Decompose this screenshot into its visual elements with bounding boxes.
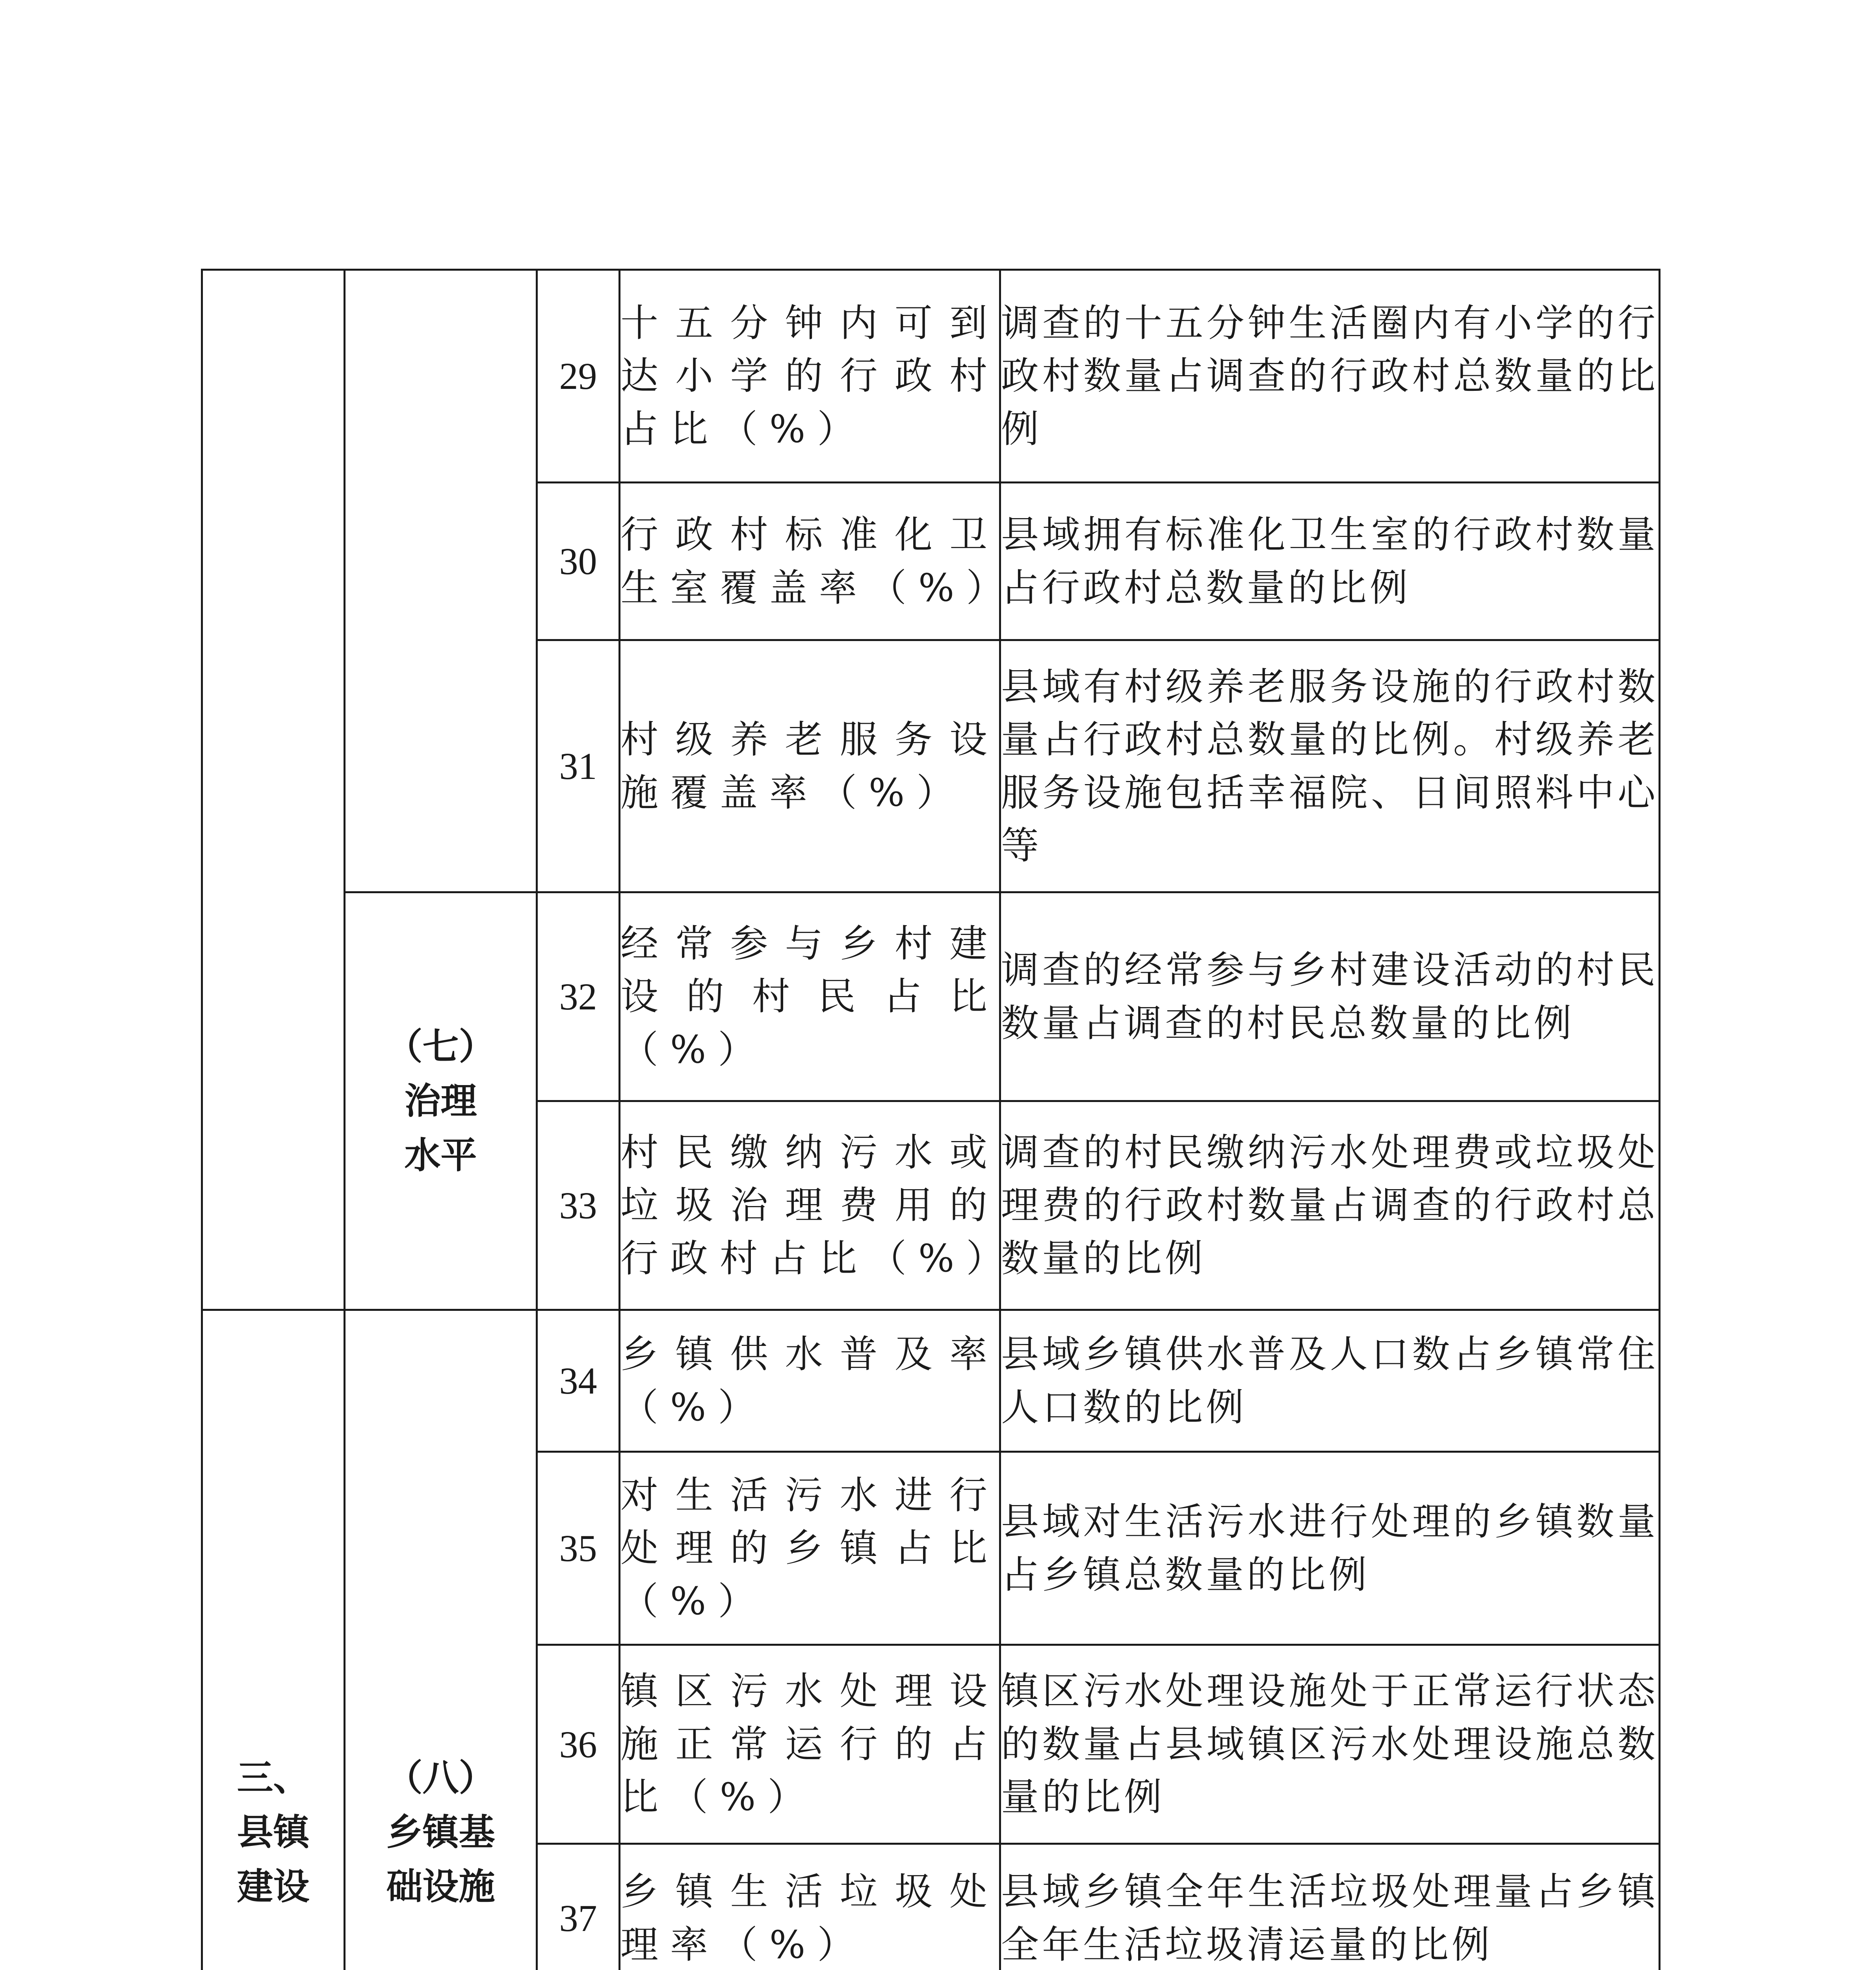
indicator-name: 行政村标准化卫生室覆盖率（%） xyxy=(620,483,1000,640)
indicator-definition: 镇区污水处理设施处于正常运行状态的数量占县域镇区污水处理设施总数量的比例 xyxy=(1000,1645,1660,1844)
category-cell xyxy=(202,270,345,1310)
row-number: 30 xyxy=(537,483,620,640)
indicator-name: 十五分钟内可到达小学的行政村占比（%） xyxy=(620,270,1000,483)
indicator-definition: 县域乡镇全年生活垃圾处理量占乡镇全年生活垃圾清运量的比例 xyxy=(1000,1844,1660,1970)
table-row xyxy=(202,270,1660,483)
subcategory-cell: （八） 乡镇基 础设施 xyxy=(345,1310,537,1970)
category-cell: 三、 县镇 建设 xyxy=(202,1310,345,1970)
row-number: 37 xyxy=(537,1844,620,1970)
indicator-definition: 县域对生活污水进行处理的乡镇数量占乡镇总数量的比例 xyxy=(1000,1452,1660,1645)
row-number: 34 xyxy=(537,1310,620,1452)
indicator-definition: 县域拥有标准化卫生室的行政村数量占行政村总数量的比例 xyxy=(1000,483,1660,640)
subcategory-cell xyxy=(345,270,537,892)
subcategory-cell: （七） 治理 水平 xyxy=(345,892,537,1310)
indicator-name: 乡镇生活垃圾处理率（%） xyxy=(620,1844,1000,1970)
indicator-table xyxy=(201,269,1661,1970)
indicator-name: 对生活污水进行处理的乡镇占比（%） xyxy=(620,1452,1000,1645)
row-number: 33 xyxy=(537,1101,620,1310)
indicator-name: 经常参与乡村建设的村民占比（%） xyxy=(620,892,1000,1101)
row-number: 29 xyxy=(537,270,620,483)
indicator-definition: 调查的十五分钟生活圈内有小学的行政村数量占调查的行政村总数量的比例 xyxy=(1000,270,1660,483)
row-number: 32 xyxy=(537,892,620,1101)
indicator-name: 村民缴纳污水或垃圾治理费用的行政村占比（%） xyxy=(620,1101,1000,1310)
row-number: 36 xyxy=(537,1645,620,1844)
row-number: 31 xyxy=(537,640,620,892)
table-row xyxy=(202,892,1660,1101)
indicator-name: 乡镇供水普及率（%） xyxy=(620,1310,1000,1452)
row-number: 35 xyxy=(537,1452,620,1645)
table-row xyxy=(202,1310,1660,1452)
indicator-definition: 调查的村民缴纳污水处理费或垃圾处理费的行政村数量占调查的行政村总数量的比例 xyxy=(1000,1101,1660,1310)
indicator-name: 村级养老服务设施覆盖率（%） xyxy=(620,640,1000,892)
indicator-definition: 县域有村级养老服务设施的行政村数量占行政村总数量的比例。村级养老服务设施包括幸福院、日间照料中心等 xyxy=(1000,640,1660,892)
indicator-name: 镇区污水处理设施正常运行的占比（%） xyxy=(620,1645,1000,1844)
indicator-definition: 调查的经常参与乡村建设活动的村民数量占调查的村民总数量的比例 xyxy=(1000,892,1660,1101)
indicator-definition: 县域乡镇供水普及人口数占乡镇常住人口数的比例 xyxy=(1000,1310,1660,1452)
